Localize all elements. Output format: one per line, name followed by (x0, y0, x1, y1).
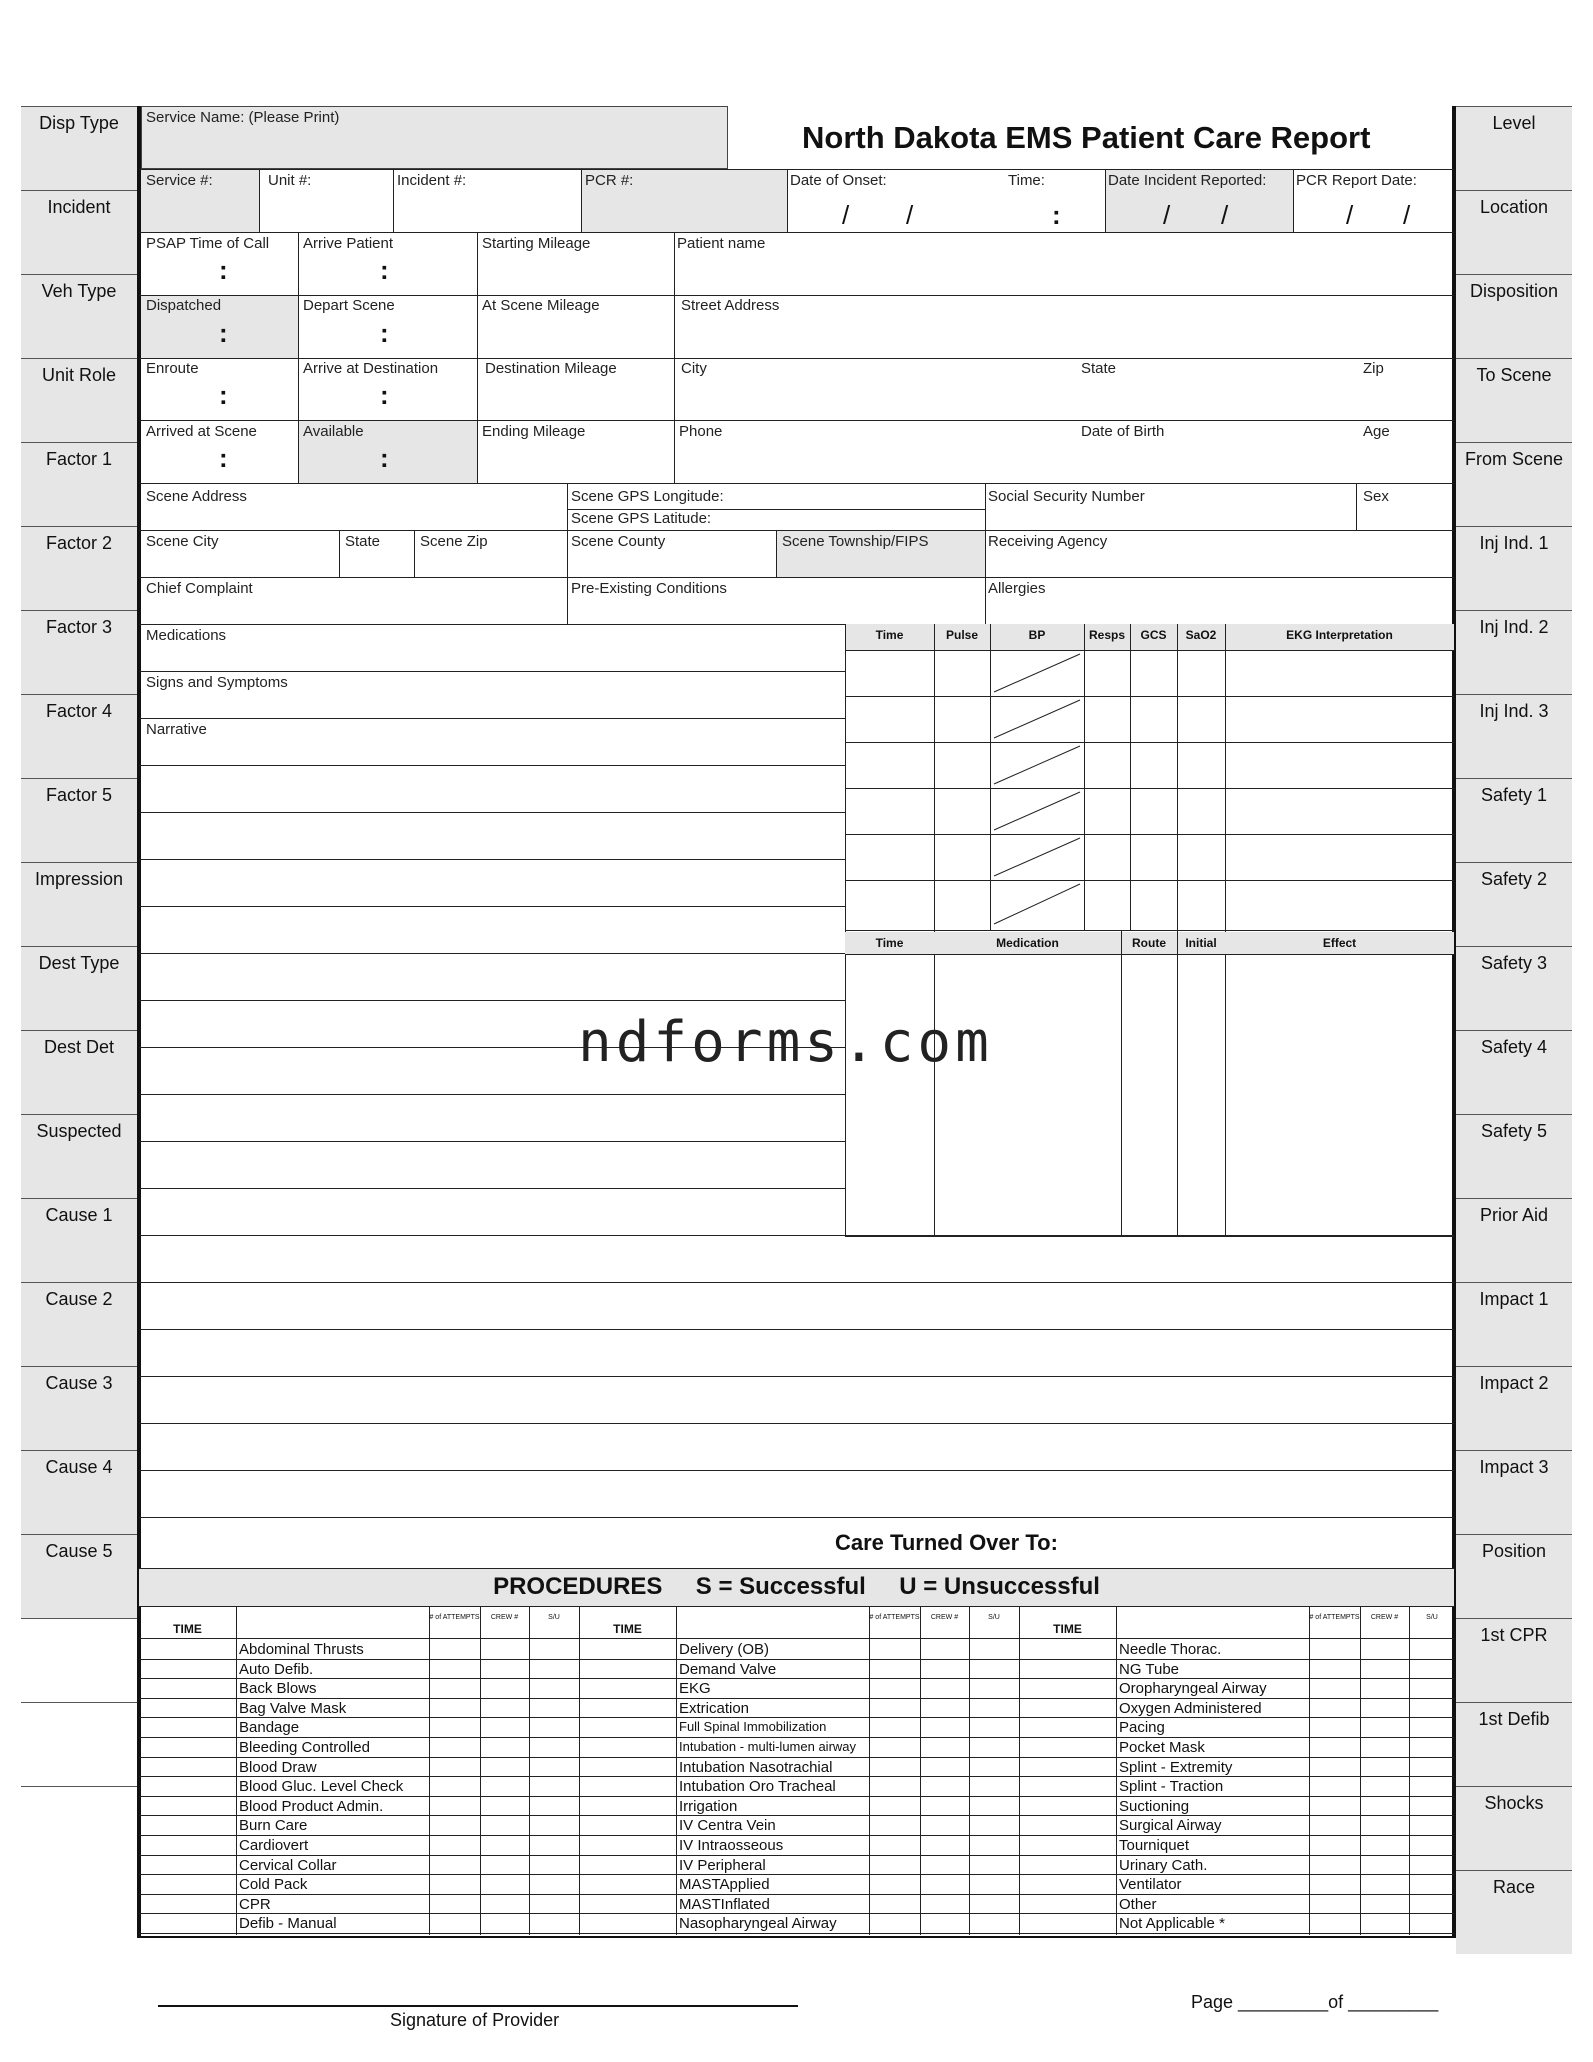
procedure-label: MASTInflated (679, 1895, 770, 1913)
procedure-label: Abdominal Thrusts (239, 1641, 364, 1658)
right-code-to-scene[interactable]: To Scene (1456, 358, 1572, 442)
right-code-race[interactable]: Race (1456, 1870, 1572, 1954)
receiving-agency-label: Receiving Agency (988, 533, 1108, 550)
scene-zip-label: Scene Zip (420, 533, 488, 550)
procedure-label: Blood Draw (239, 1758, 317, 1776)
procedure-label: Intubation Oro Tracheal (679, 1778, 836, 1796)
med-effect-header: Effect (1322, 936, 1357, 950)
page-title: North Dakota EMS Patient Care Report (802, 120, 1371, 155)
depart-scene-label: Depart Scene (303, 297, 395, 314)
left-code-incident[interactable]: Incident (21, 190, 137, 274)
scene-county-label: Scene County (571, 533, 666, 550)
chief-complaint-label: Chief Complaint (146, 580, 253, 597)
scene-state-label: State (345, 533, 381, 550)
signs-symptoms-label: Signs and Symptoms (146, 674, 288, 691)
procedure-label: Back Blows (239, 1680, 317, 1698)
left-code-factor-1[interactable]: Factor 1 (21, 442, 137, 526)
left-code-cause-4[interactable]: Cause 4 (21, 1450, 137, 1534)
right-code-prior-aid[interactable]: Prior Aid (1456, 1198, 1572, 1282)
unit-number-label: Unit #: (268, 172, 312, 189)
right-code-safety-5[interactable]: Safety 5 (1456, 1114, 1572, 1198)
right-code-inj-ind-3[interactable]: Inj Ind. 3 (1456, 694, 1572, 778)
ending-mileage-label: Ending Mileage (482, 423, 586, 440)
procedure-label: Cervical Collar (239, 1856, 337, 1874)
left-code-cause-1[interactable]: Cause 1 (21, 1198, 137, 1282)
available-label: Available (303, 423, 364, 440)
proc-su-header: S/U (1426, 1614, 1438, 1621)
procedure-label: Blood Gluc. Level Check (239, 1778, 404, 1796)
proc-time-header: TIME (1053, 1622, 1082, 1636)
proc-su-header: S/U (988, 1614, 1000, 1621)
vitals-sao2-header: SaO2 (1185, 628, 1217, 642)
med-initial-header: Initial (1185, 936, 1217, 950)
date-incident-reported-label: Date Incident Reported: (1108, 172, 1267, 189)
right-code-from-scene[interactable]: From Scene (1456, 442, 1572, 526)
procedure-label: Bleeding Controlled (239, 1739, 370, 1756)
proc-time-header: TIME (613, 1622, 642, 1636)
city-label: City (681, 360, 707, 377)
scene-city-label: Scene City (146, 533, 219, 550)
procedure-label: Blood Product Admin. (239, 1797, 384, 1815)
procedure-label: Splint - Traction (1119, 1778, 1224, 1796)
scene-township-label: Scene Township/FIPS (782, 533, 929, 550)
procedure-label: IV Peripheral (679, 1856, 766, 1874)
pcr-report-date-label: PCR Report Date: (1296, 172, 1417, 189)
left-code-impression[interactable]: Impression (21, 862, 137, 946)
left-code-blank[interactable] (21, 1618, 137, 1702)
service-name-label: Service Name: (Please Print) (146, 109, 340, 126)
pcr-number-label: PCR #: (585, 172, 634, 189)
procedure-label: Nasopharyngeal Airway (679, 1915, 837, 1933)
narrative-label: Narrative (146, 721, 207, 738)
right-code-level[interactable]: Level (1456, 106, 1572, 190)
right-code-1st-defib[interactable]: 1st Defib (1456, 1702, 1572, 1786)
allergies-label: Allergies (988, 580, 1046, 597)
procedure-label: Delivery (OB) (679, 1641, 770, 1658)
zip-label: Zip (1363, 360, 1384, 377)
time-label: Time: (1008, 172, 1045, 189)
vitals-pulse-header: Pulse (945, 628, 978, 642)
procedure-label: Pacing (1119, 1719, 1165, 1737)
procedure-label: Cardiovert (239, 1837, 309, 1854)
procedure-label: IV Intraosseous (679, 1837, 784, 1854)
right-frame-line (1452, 106, 1456, 1938)
right-code-position[interactable]: Position (1456, 1534, 1572, 1618)
procedures-title: PROCEDURES S = Successful U = Unsuccessful (493, 1573, 1100, 1600)
vitals-time-header: Time (875, 628, 904, 642)
procedure-label: Intubation Nasotrachial (679, 1758, 833, 1776)
procedure-label: MASTApplied (679, 1876, 770, 1894)
vitals-bp-header: BP (1028, 628, 1046, 642)
left-code-factor-3[interactable]: Factor 3 (21, 610, 137, 694)
pre-existing-label: Pre-Existing Conditions (571, 580, 727, 597)
enroute-label: Enroute (146, 360, 199, 377)
left-code-blank[interactable] (21, 1786, 137, 1870)
proc-attempts-header: # of ATTEMPTS (429, 1614, 480, 1621)
proc-su-header: S/U (548, 1614, 560, 1621)
left-code-veh-type[interactable]: Veh Type (21, 274, 137, 358)
dispatched-label: Dispatched (146, 297, 222, 314)
left-code-suspected[interactable]: Suspected (21, 1114, 137, 1198)
right-code-safety-1[interactable]: Safety 1 (1456, 778, 1572, 862)
procedure-label: Extrication (679, 1699, 750, 1717)
med-medication-header: Medication (996, 936, 1059, 950)
scene-address-label: Scene Address (146, 488, 247, 505)
state-label: State (1081, 360, 1117, 377)
care-turned-over-label: Care Turned Over To: (835, 1530, 1058, 1555)
watermark: ndforms.com (578, 1010, 993, 1075)
medications-label: Medications (146, 627, 227, 644)
ssn-label: Social Security Number (988, 488, 1145, 505)
left-code-factor-2[interactable]: Factor 2 (21, 526, 137, 610)
procedure-label: Not Applicable * (1119, 1915, 1225, 1933)
procedure-label: Demand Valve (679, 1660, 777, 1678)
procedure-label: Bandage (239, 1719, 300, 1737)
proc-attempts-header: # of ATTEMPTS (1309, 1614, 1360, 1621)
procedure-label: Suctioning (1119, 1797, 1190, 1815)
right-code-impact-1[interactable]: Impact 1 (1456, 1282, 1572, 1366)
right-code-location[interactable]: Location (1456, 190, 1572, 274)
right-code-impact-2[interactable]: Impact 2 (1456, 1366, 1572, 1450)
procedure-label: Splint - Extremity (1119, 1758, 1233, 1776)
dob-label: Date of Birth (1081, 423, 1165, 440)
left-code-blank[interactable] (21, 1702, 137, 1786)
right-code-disposition[interactable]: Disposition (1456, 274, 1572, 358)
proc-crew-header: CREW # (930, 1614, 959, 1621)
proc-time-header: TIME (173, 1622, 202, 1636)
left-code-dest-det[interactable]: Dest Det (21, 1030, 137, 1114)
procedure-label: Burn Care (239, 1817, 308, 1835)
procedure-label: IV Centra Vein (679, 1817, 776, 1835)
proc-crew-header: CREW # (490, 1614, 519, 1621)
procedure-label: Oxygen Administered (1119, 1699, 1262, 1717)
service-number-label: Service #: (146, 172, 213, 189)
procedure-label: Oropharyngeal Airway (1119, 1680, 1267, 1698)
procedure-label: Cold Pack (239, 1876, 308, 1894)
proc-attempts-header: # of ATTEMPTS (869, 1614, 920, 1621)
left-code-cause-3[interactable]: Cause 3 (21, 1366, 137, 1450)
procedure-label: Intubation - multi-lumen airway (679, 1739, 857, 1754)
vitals-gcs-header: GCS (1140, 628, 1167, 642)
procedure-label: Bag Valve Mask (239, 1699, 347, 1717)
psap-time-label: PSAP Time of Call (146, 235, 270, 252)
arrive-destination-label: Arrive at Destination (303, 360, 439, 377)
arrived-at-scene-label: Arrived at Scene (146, 423, 257, 440)
right-code-1st-cpr[interactable]: 1st CPR (1456, 1618, 1572, 1702)
med-time-header: Time (875, 936, 904, 950)
page-number-label: Page _________of _________ (1191, 1992, 1439, 2012)
procedure-label: Other (1119, 1895, 1157, 1913)
procedure-label: EKG (679, 1680, 711, 1698)
patient-name-label: Patient name (677, 235, 766, 252)
procedure-label: Tourniquet (1119, 1837, 1190, 1854)
procedure-label: Defib - Manual (239, 1915, 337, 1933)
at-scene-mileage-label: At Scene Mileage (482, 297, 600, 314)
signature-label: Signature of Provider (390, 2010, 560, 2030)
right-code-safety-4[interactable]: Safety 4 (1456, 1030, 1572, 1114)
procedure-label: Surgical Airway (1119, 1817, 1222, 1835)
destination-mileage-label: Destination Mileage (485, 360, 617, 377)
left-code-unit-role[interactable]: Unit Role (21, 358, 137, 442)
left-code-disp-type[interactable]: Disp Type (21, 106, 137, 190)
left-code-dest-type[interactable]: Dest Type (21, 946, 137, 1030)
procedure-label: Irrigation (679, 1797, 738, 1815)
vitals-resps-header: Resps (1088, 628, 1126, 642)
right-code-safety-2[interactable]: Safety 2 (1456, 862, 1572, 946)
proc-crew-header: CREW # (1370, 1614, 1399, 1621)
age-label: Age (1363, 423, 1390, 440)
bottom-frame-line (139, 1936, 1454, 1938)
left-code-cause-5[interactable]: Cause 5 (21, 1534, 137, 1618)
left-frame-line (137, 106, 141, 1938)
arrive-patient-label: Arrive Patient (303, 235, 394, 252)
left-code-cause-2[interactable]: Cause 2 (21, 1282, 137, 1366)
procedure-label: Ventilator (1119, 1876, 1182, 1894)
date-of-onset-label: Date of Onset: (790, 172, 887, 189)
incident-number-label: Incident #: (397, 172, 467, 189)
street-address-label: Street Address (681, 297, 780, 314)
procedure-label: Full Spinal Immobilization (679, 1719, 827, 1735)
starting-mileage-label: Starting Mileage (482, 235, 591, 252)
gps-longitude-label: Scene GPS Longitude: (571, 488, 724, 505)
procedure-label: Auto Defib. (239, 1660, 314, 1678)
gps-latitude-label: Scene GPS Latitude: (571, 510, 712, 527)
procedure-label: CPR (239, 1895, 271, 1913)
right-code-inj-ind-1[interactable]: Inj Ind. 1 (1456, 526, 1572, 610)
left-code-factor-4[interactable]: Factor 4 (21, 694, 137, 778)
phone-label: Phone (679, 423, 723, 440)
left-code-factor-5[interactable]: Factor 5 (21, 778, 137, 862)
sex-label: Sex (1363, 488, 1389, 505)
right-code-safety-3[interactable]: Safety 3 (1456, 946, 1572, 1030)
right-code-impact-3[interactable]: Impact 3 (1456, 1450, 1572, 1534)
bp-slash-cells (990, 650, 1084, 930)
med-route-header: Route (1132, 936, 1166, 950)
procedure-label: Urinary Cath. (1119, 1856, 1208, 1874)
procedure-label: Pocket Mask (1119, 1739, 1205, 1756)
vitals-ekg-header: EKG Interpretation (1286, 628, 1393, 642)
procedure-label: NG Tube (1119, 1660, 1180, 1678)
right-code-inj-ind-2[interactable]: Inj Ind. 2 (1456, 610, 1572, 694)
procedure-label: Needle Thorac. (1119, 1641, 1222, 1658)
right-code-shocks[interactable]: Shocks (1456, 1786, 1572, 1870)
